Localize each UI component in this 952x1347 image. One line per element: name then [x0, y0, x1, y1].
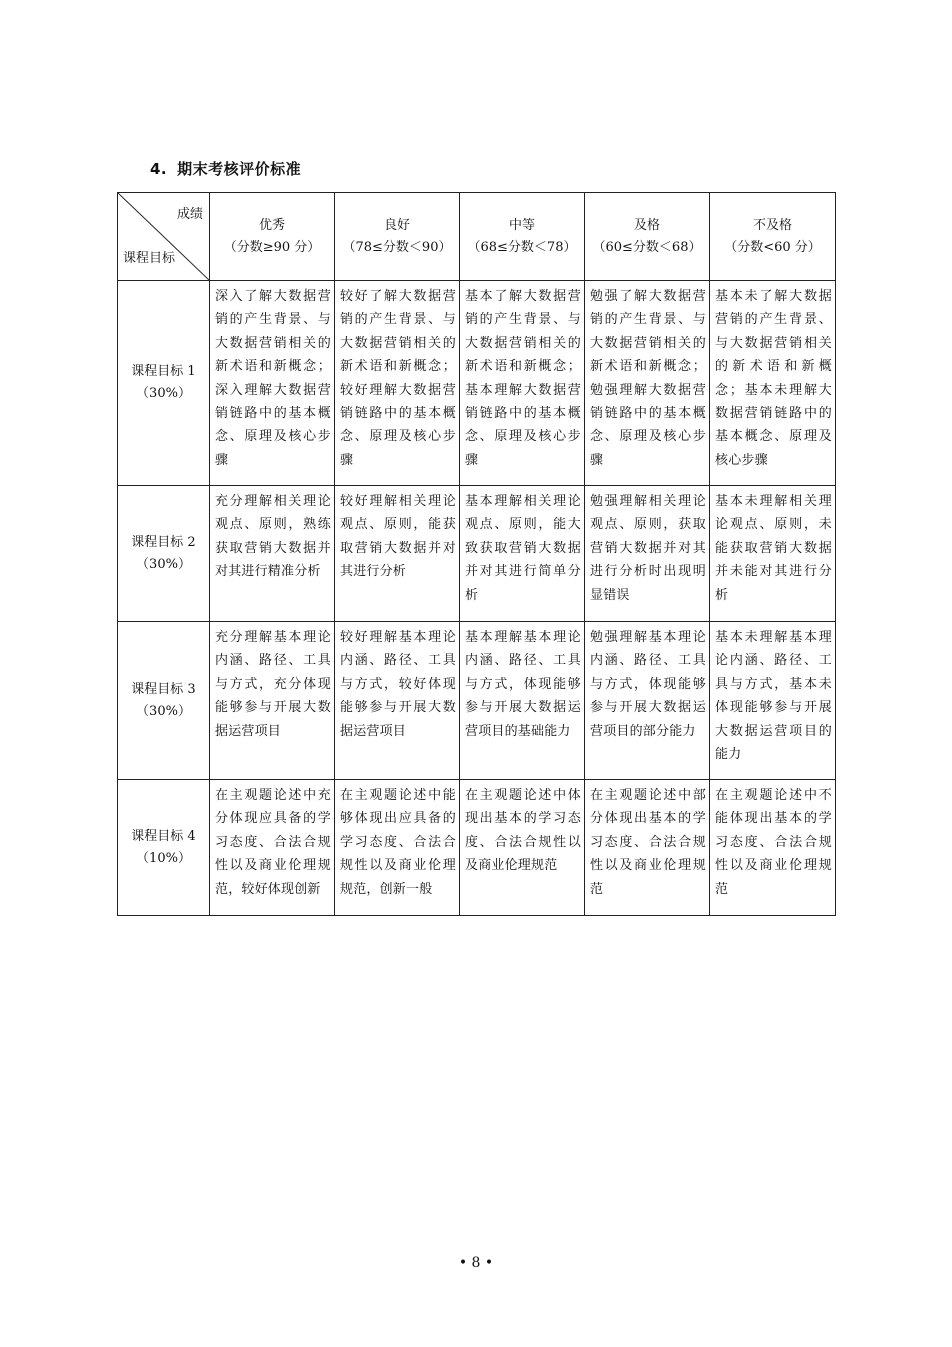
corner-label-grade: 成绩 [176, 207, 203, 222]
criteria-cell: 勉强理解相关理论观点、原则，获取营销大数据并对其进行分析时出现明显错误 [585, 486, 710, 622]
grade-name: 优秀 [258, 217, 285, 233]
course-goal-weight: （10%） [136, 850, 191, 866]
criteria-cell: 勉强了解大数据营销的产生背景、与大数据营销相关的新术语和新概念；勉强理解大数据营销链路中的基本概念、原理及核心步骤 [585, 281, 710, 486]
criteria-cell: 在主观题论述中部分体现出基本的学习态度、合法合规性以及商业伦理规范 [585, 780, 710, 916]
grade-range: （68≤分数＜78） [467, 239, 577, 255]
criteria-cell: 充分理解相关理论观点、原则，熟练获取营销大数据并对其进行精准分析 [210, 486, 335, 622]
course-goal-cell [118, 622, 210, 780]
criteria-cell: 较好了解大数据营销的产生背景、与大数据营销相关的新术语和新概念；较好理解大数据营销链路中的基本概念、原理及核心步骤 [335, 281, 460, 486]
criteria-cell: 充分理解基本理论内涵、路径、工具与方式，充分体现能够参与开展大数据运营项目 [210, 622, 335, 780]
grade-name: 及格 [633, 217, 660, 233]
criteria-cell: 在主观题论述中不能体现出基本的学习态度、合法合规性以及商业伦理规范 [710, 780, 836, 916]
criteria-cell: 勉强理解基本理论内涵、路径、工具与方式，体现能够参与开展大数据运营项目的部分能力 [585, 622, 710, 780]
course-goal-cell [118, 486, 210, 622]
course-goal-cell [118, 281, 210, 486]
table-row [118, 622, 836, 780]
grade-range: （分数<60 分） [724, 239, 821, 255]
course-goal-cell [118, 780, 210, 916]
grade-header [460, 193, 585, 281]
grade-header [210, 193, 335, 281]
evaluation-criteria-table [117, 192, 836, 916]
diagonal-corner-header [118, 193, 210, 281]
course-goal-name: 课程目标 1 [131, 364, 196, 379]
table-row [118, 281, 836, 486]
corner-label-goal: 课程目标 [123, 251, 176, 266]
table-row [118, 486, 836, 622]
grade-header [710, 193, 836, 281]
page-number: • 8 • [458, 1255, 494, 1271]
criteria-cell: 基本未了解大数据营销的产生背景、与大数据营销相关的新术语和新概念；基本未理解大数据营销链路中的基本概念、原理及核心步骤 [710, 281, 836, 486]
criteria-cell: 基本理解基本理论内涵、路径、工具与方式，体现能够参与开展大数据运营项目的基础能力 [460, 622, 585, 780]
course-goal-name: 课程目标 2 [131, 534, 196, 550]
grade-name: 良好 [383, 217, 410, 233]
criteria-cell: 深入了解大数据营销的产生背景、与大数据营销相关的新术语和新概念；深入理解大数据营销链路中的基本概念、原理及核心步骤 [210, 281, 335, 486]
grade-name: 中等 [508, 217, 535, 233]
grade-header [335, 193, 460, 281]
table-header-row [118, 193, 836, 281]
grade-header [585, 193, 710, 281]
grade-range: （分数≥90 分） [223, 239, 321, 255]
criteria-cell: 较好理解相关理论观点、原则，能获取营销大数据并对其进行分析 [335, 486, 460, 622]
grade-range: （60≤分数＜68） [592, 239, 702, 255]
course-goal-weight: （30%） [136, 703, 191, 719]
section-number: 4. [150, 160, 168, 178]
criteria-cell: 基本理解相关理论观点、原则，能大致获取营销大数据并对其进行简单分析 [460, 486, 585, 622]
criteria-cell: 较好理解基本理论内涵、路径、工具与方式，较好体现能够参与开展大数据运营项目 [335, 622, 460, 780]
grade-range: （78≤分数＜90） [342, 239, 452, 255]
criteria-cell: 基本未理解基本理论内涵、路径、工具与方式，基本未体现能够参与开展大数据运营项目的能力 [710, 622, 836, 780]
course-goal-weight: （30%） [136, 386, 191, 401]
course-goal-name: 课程目标 3 [131, 681, 196, 697]
criteria-cell: 在主观题论述中充分体现应具备的学习态度、合法合规性以及商业伦理规范，较好体现创新 [210, 780, 335, 916]
criteria-cell: 基本了解大数据营销的产生背景、与大数据营销相关的新术语和新概念；基本理解大数据营销链路中的基本概念、原理及核心步骤 [460, 281, 585, 486]
course-goal-name: 课程目标 4 [131, 828, 196, 844]
section-title: 期末考核评价标准 [177, 160, 302, 178]
criteria-cell: 基本未理解相关理论观点、原则，未能获取营销大数据并未能对其进行分析 [710, 486, 836, 622]
criteria-cell: 在主观题论述中体现出基本的学习态度、合法合规性以及商业伦理规范 [460, 780, 585, 916]
section-heading [150, 158, 301, 179]
course-goal-weight: （30%） [136, 556, 191, 572]
grade-name: 不及格 [752, 217, 792, 233]
table-row [118, 780, 836, 916]
criteria-cell: 在主观题论述中能够体现出应具备的学习态度、合法合规性以及商业伦理规范，创新一般 [335, 780, 460, 916]
